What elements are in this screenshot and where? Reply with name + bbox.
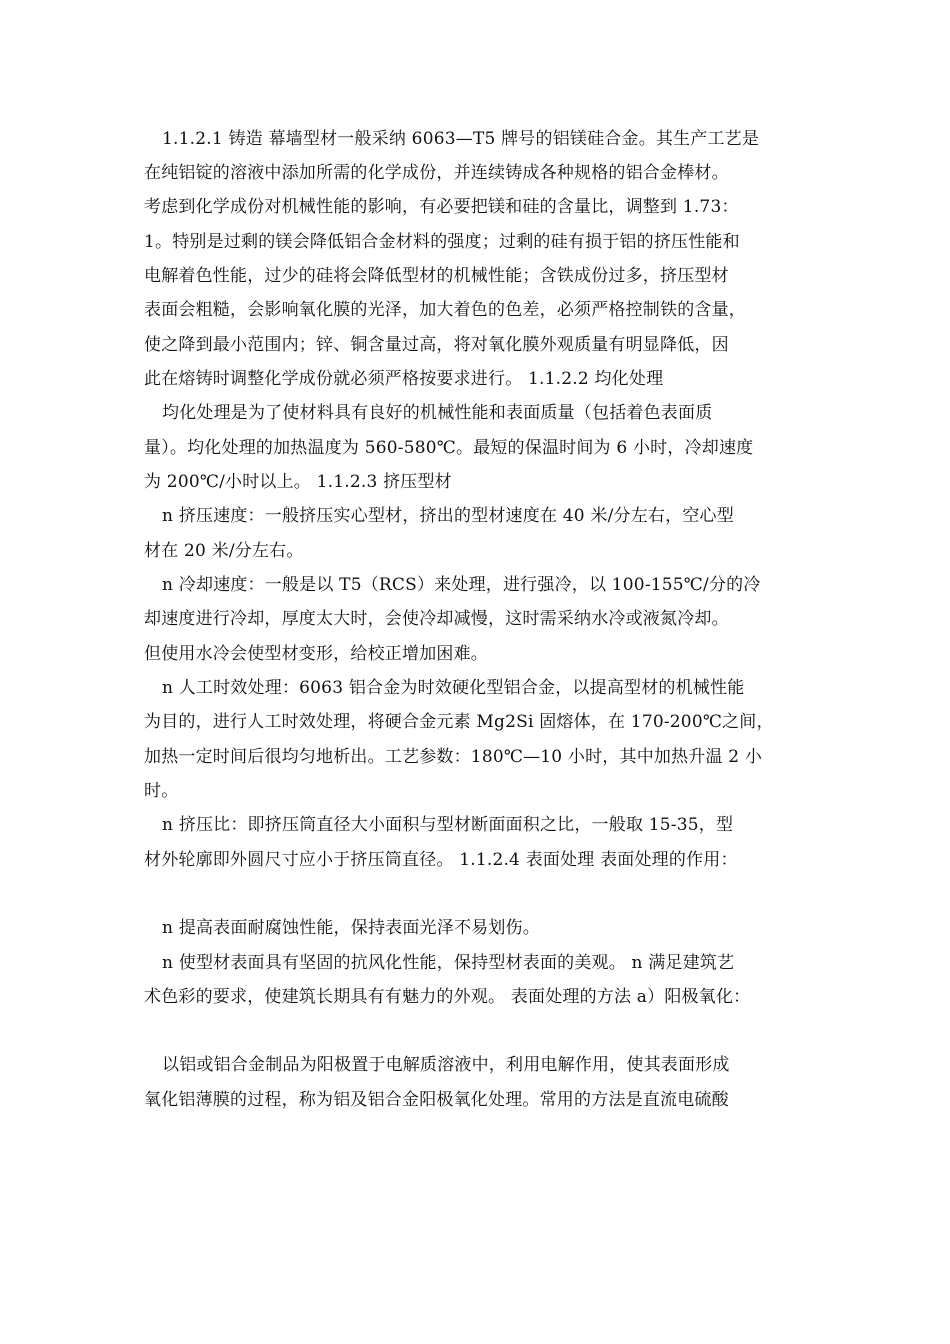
paragraph-line: 均化处理是为了使材料具有良好的机械性能和表面质量（包括着色表面质: [162, 403, 713, 423]
paragraph-line: 为目的，进行人工时效处理，将硬合金元素 Mg2Si 固熔体，在 170-200℃之间，: [144, 712, 774, 732]
paragraph-line: 氧化铝薄膜的过程，称为铝及铝合金阳极氧化处理。常用的方法是直流电硫酸: [144, 1090, 729, 1110]
paragraph-line: 但使用水冷会使型材变形，给校正增加困难。: [144, 644, 488, 664]
list-line: n 提高表面耐腐蚀性能，保持表面光泽不易划伤。: [162, 918, 540, 938]
paragraph-line: 术色彩的要求，使建筑长期具有有魅力的外观。 表面处理的方法 a）阳极氧化：: [144, 987, 751, 1007]
paragraph-line: 材在 20 米/分左右。: [144, 541, 304, 561]
paragraph-line: 却速度进行冷却，厚度太大时，会使冷却减慢，这时需采纳水冷或液氮冷却。: [144, 609, 729, 629]
list-line: n 挤压比：即挤压筒直径大小面积与型材断面面积之比，一般取 15-35，型: [162, 815, 734, 835]
paragraph-line: 考虑到化学成份对机械性能的影响，有必要把镁和硅的含量比，调整到 1.73：: [144, 197, 739, 217]
paragraph-line: 加热一定时间后很均匀地析出。工艺参数：180℃—10 小时，其中加热升温 2 小: [144, 747, 763, 767]
paragraph-line: 在纯铝锭的溶液中添加所需的化学成份，并连续铸成各种规格的铝合金棒材。: [144, 163, 729, 183]
paragraph-line: 1.1.2.1 铸造 幕墙型材一般采纳 6063—T5 牌号的铝镁硅合金。其生产工艺是: [162, 129, 760, 149]
paragraph-line: 为 200℃/小时以上。 1.1.2.3 挤压型材: [144, 472, 452, 492]
paragraph-line: 此在熔铸时调整化学成份就必须严格按要求进行。 1.1.2.2 均化处理: [144, 369, 664, 389]
paragraph-line: 时。: [144, 781, 179, 801]
paragraph-line: 表面会粗糙，会影响氧化膜的光泽，加大着色的色差，必须严格控制铁的含量，: [144, 300, 746, 320]
paragraph-line: 电解着色性能，过少的硅将会降低型材的机械性能；含铁成份过多，挤压型材: [144, 266, 729, 286]
list-line: n 人工时效处理：6063 铝合金为时效硬化型铝合金，以提高型材的机械性能: [162, 678, 745, 698]
paragraph-line: 使之降到最小范围内；锌、铜含量过高，将对氧化膜外观质量有明显降低，因: [144, 335, 729, 355]
paragraph-line: 材外轮廓即外圆尺寸应小于挤压筒直径。 1.1.2.4 表面处理 表面处理的作用：: [144, 850, 738, 870]
list-line: n 挤压速度：一般挤压实心型材，挤出的型材速度在 40 米/分左右，空心型: [162, 506, 734, 526]
list-line: n 冷却速度：一般是以 T5（RCS）来处理，进行强冷，以 100-155℃/分的冷: [162, 575, 761, 595]
paragraph-line: 以铝或铝合金制品为阳极置于电解质溶液中，利用电解作用，使其表面形成: [162, 1055, 730, 1075]
paragraph-line: 1。特别是过剩的镁会降低铝合金材料的强度；过剩的硅有损于铝的挤压性能和: [144, 232, 740, 252]
list-line: n 使型材表面具有坚固的抗风化性能，保持型材表面的美观。 n 满足建筑艺: [162, 953, 735, 973]
paragraph-line: 量）。均化处理的加热温度为 560-580℃。最短的保温时间为 6 小时，冷却速度: [144, 438, 754, 458]
